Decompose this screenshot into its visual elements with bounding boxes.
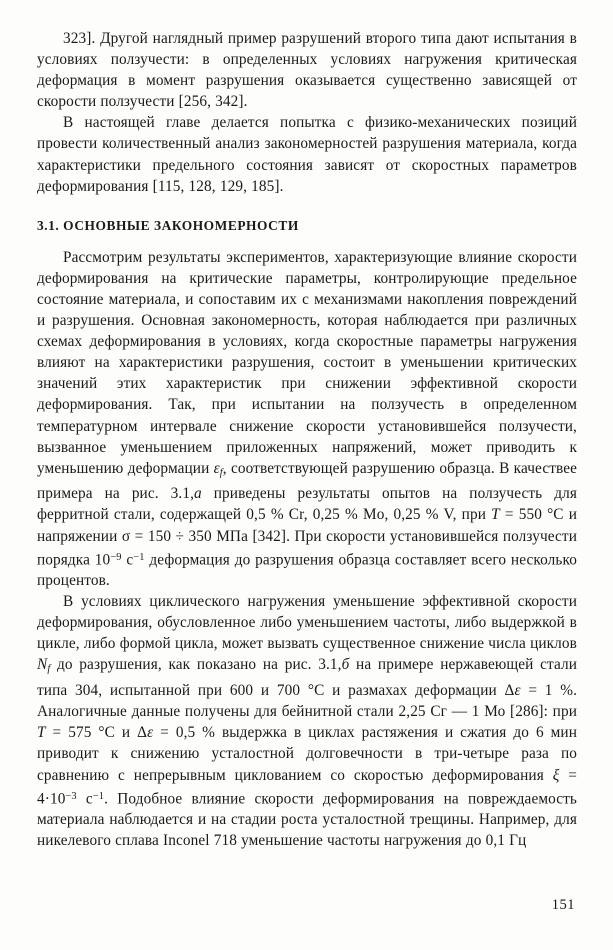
paragraph-4: В условиях циклического нагружения уменьшение эффективной скорости деформирования, обусловленное либо уменьшением частоты, либо выдержкой в цикле, либо формой цикла, может вызвать существенное снижение числа циклов $N_f$ до разрушения, как показано на рис. 3.1,б на примере нержавеющей стали типа 304, испытанной при 600 и 700 °C и размахах деформации Δε = 1 %. Аналогичные данные получены для бейнитной стали 2,25 Сг — 1 Мо [286]: при T = 575 °C и Δε = 0,5 % выдержка в циклах растяжения и сжатия до 6 мин приводит к снижению усталостной долговечности в три-четыре раза по сравнению с непрерывным циклованием со скоростью деформирования $\xi = 4\cdot 10^{-3}$ $с^{-1}$. Подобное влияние скорости деформирования на повреждаемость материала наблюдается и на стадии роста усталостной трещины. Например, для никелевого сплава Inconel 718 уменьшение частоты нагружения до 0,1 Гц xyxy=(37,593,578,850)
page-number: 151 xyxy=(551,897,575,913)
paragraph-3: Рассмотрим результаты экспериментов, характеризующие влияние скорости деформирования на критические параметры, контролирующие предельное состояние материала, и сопоставим их с механизмами накопления повреждений и разрушения. Основная закономерность, которая наблюдается при различных схемах деформирования в условиях, когда скоростные параметры нагружения влияют на характеристики разрушения, состоит в уменьшении критических значений этих характеристик при снижении эффективной скорости деформирования. Так, при испытании на ползучесть в определенном температурном интервале снижение скорости установившейся ползучести, вызванное уменьшением приложенных напряжений, может приводить к уменьшению деформации $\varepsilon_f$, соответствующей разрушению образца. В качествее примера на рис. 3.1,а приведены результаты опытов на ползучесть для ферритной стали, содержащей 0,5 % Cr, 0,25 % Mo, 0,25 % V, при T = 550 °C и напряжении σ = 150 ÷ 350 МПа [342]. При скорости установившейся ползучести порядка $10^{-9}$ $с^{-1}$ деформация до разрушения образца составляет всего несколько процентов. xyxy=(37,248,578,590)
paragraph-2: В настоящей главе делается попытка с физико-механических позиций провести количественный анализ закономерностей разрушения материала, когда характеристики предельного состояния зависят от скоростных параметров деформирования [115, 128, 129, 185]. xyxy=(37,114,577,195)
page-content xyxy=(37,28,577,851)
paragraph-1: 323]. Другой наглядный пример разрушений второго типа дают испытания в условиях ползучести: в определенных условиях нагружения критическая деформация в момент разрушения оказывается существенно зависящей от скорости ползучести [256, 342]. xyxy=(37,30,577,111)
section-heading: 3.1. ОСНОВНЫЕ ЗАКОНОМЕРНОСТИ xyxy=(37,217,299,233)
